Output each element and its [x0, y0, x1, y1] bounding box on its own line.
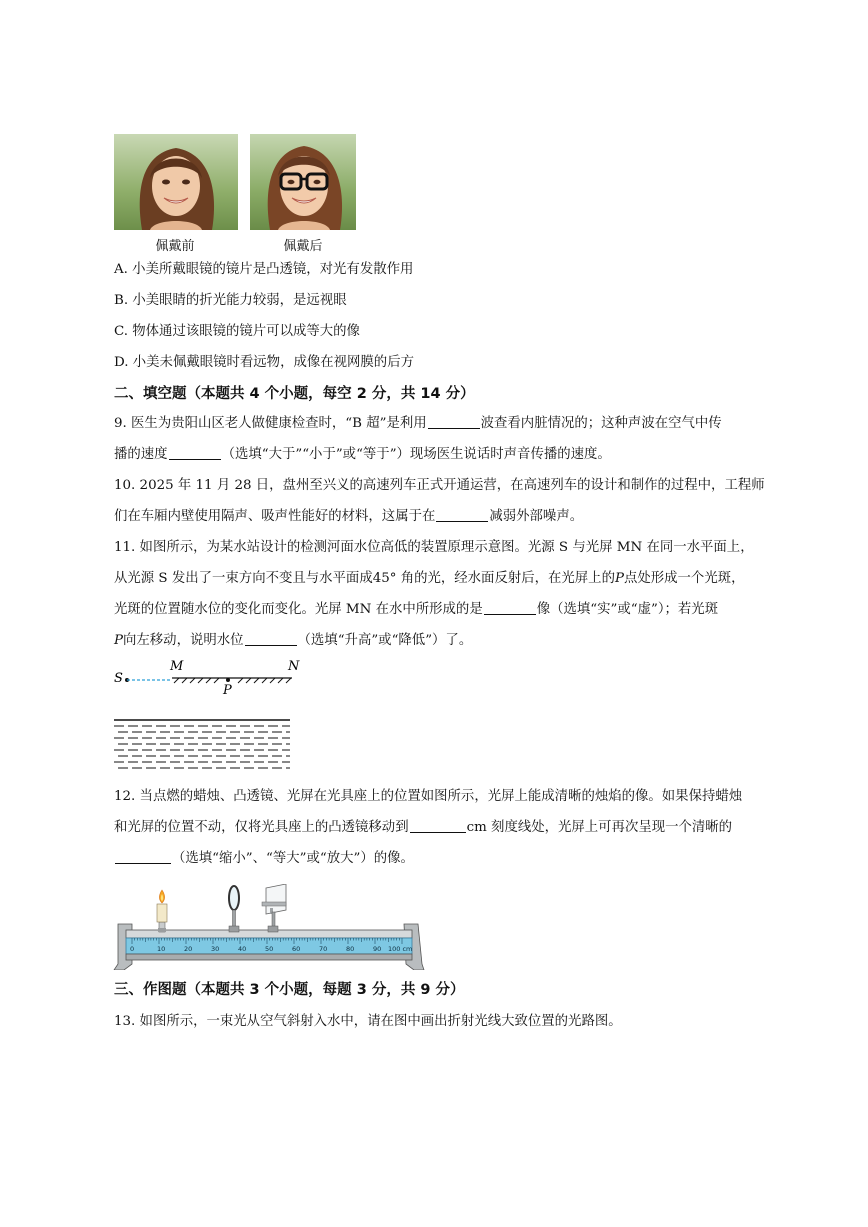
q9-text-2b: （选填“大于”“小于”或“等于”）现场医生说话时声音传播的速度。 — [221, 447, 611, 462]
q10-blank — [436, 507, 488, 522]
scale-tick-label: 100 cm — [388, 945, 413, 953]
photo-before-glasses — [114, 134, 238, 230]
label-m: M — [170, 659, 184, 674]
photo-after-glasses — [250, 134, 356, 230]
label-n: N — [288, 659, 300, 674]
caption-after: 佩戴后 — [283, 239, 323, 254]
light-screen — [262, 884, 286, 932]
scale-tick-label: 50 — [265, 945, 274, 953]
water-level-diagram — [112, 656, 312, 776]
q11-line-4 — [114, 631, 754, 651]
q10-text-2a: 们在车厢内壁使用隔声、吸声性能好的材料，这属于在 — [114, 509, 436, 524]
q9-text-1b: 波查看内脏情况的；这种声波在空气中传 — [480, 416, 722, 431]
q12-text-3b: （选填“缩小”、“等大”或“放大”）的像。 — [172, 851, 414, 866]
section-3-heading: 三、作图题（本题共 3 个小题，每题 3 分，共 9 分） — [114, 982, 465, 998]
option-c: C. 物体通过该眼镜的镜片可以成等大的像 — [114, 324, 360, 339]
q12-line-3 — [114, 849, 754, 869]
convex-lens — [229, 886, 239, 932]
screen-hatching — [174, 678, 291, 683]
scale-tick-label: 30 — [211, 945, 220, 953]
option-d: D. 小美未佩戴眼镜时看远物，成像在视网膜的后方 — [114, 355, 414, 370]
q9-blank-2 — [169, 445, 221, 460]
label-p: P — [223, 683, 232, 698]
q10-line-2 — [114, 507, 754, 527]
q11-line-3 — [114, 600, 754, 620]
optical-bench-diagram — [112, 884, 428, 970]
q11-line-1: 11. 如图所示，为某水站设计的检测河面水位高低的装置原理示意图。光源 S 与光屏 MN 在同一水平面上， — [114, 540, 754, 555]
q12-text-2a: 和光屏的位置不动，仅将光具座上的凸透镜移动到 — [114, 820, 409, 835]
q13-line: 13. 如图所示，一束光从空气斜射入水中，请在图中画出折射光线大致位置的光路图。 — [114, 1014, 622, 1029]
scale-tick-label: 10 — [157, 945, 166, 953]
q11-text-4b: （选填“升高”或“降低”）了。 — [297, 633, 473, 648]
q9-text-2a: 播的速度 — [114, 447, 168, 462]
q11-text-4a: 向左移动，说明水位 — [123, 633, 244, 648]
caption-before: 佩戴前 — [155, 239, 195, 254]
q11-blank-1 — [484, 600, 536, 615]
q10-text-2b: 减弱外部噪声。 — [489, 509, 584, 524]
scale-tick-label: 70 — [319, 945, 328, 953]
q9-blank-1 — [428, 414, 480, 429]
scale-tick-label: 0 — [130, 945, 135, 953]
scale-tick-label: 60 — [292, 945, 301, 953]
q11-point-p-2: P — [114, 633, 124, 648]
label-s: S — [114, 671, 123, 686]
q11-text-2: 从光源 S 发出了一束方向不变且与水平面成45° 角的光，经水面反射后，在光屏上的 — [114, 571, 615, 586]
q11-point-p: P — [614, 571, 624, 586]
option-a: A. 小美所戴眼镜的镜片是凸透镜，对光有发散作用 — [114, 262, 414, 277]
glasses-figure — [114, 134, 359, 252]
bench-base — [126, 954, 412, 960]
q12-text-2b: cm 刻度线处，光屏上可再次呈现一个清晰的 — [466, 820, 733, 835]
scale-tick-label: 20 — [184, 945, 193, 953]
q9-line-1 — [114, 414, 754, 434]
candle — [157, 890, 167, 932]
q11-text-3a: 光斑的位置随水位的变化而变化。光屏 MN 在水中所形成的是 — [114, 602, 483, 617]
q9-line-2 — [114, 445, 754, 465]
spot-p — [226, 678, 230, 682]
section-2-heading: 二、填空题（本题共 4 个小题，每空 2 分，共 14 分） — [114, 386, 475, 402]
q10-line-1: 10. 2025 年 11 月 28 日，盘州至兴义的高速列车正式开通运营，在高速列车的设计和制作的过程中，工程师 — [114, 478, 765, 493]
q11-text-2b: 点处形成一个光斑， — [623, 571, 745, 586]
q12-blank-1 — [410, 818, 466, 833]
scale-tick-label: 80 — [346, 945, 355, 953]
q9-text-1a: 9. 医生为贵阳山区老人做健康检查时，“B 超”是利用 — [114, 416, 427, 431]
q11-line-2 — [114, 569, 754, 589]
scale-tick-label: 90 — [373, 945, 382, 953]
q12-line-2 — [114, 818, 754, 838]
q11-blank-2 — [245, 631, 297, 646]
q12-blank-2 — [115, 849, 171, 864]
q12-line-1: 12. 当点燃的蜡烛、凸透镜、光屏在光具座上的位置如图所示，光屏上能成清晰的烛焰的像。如果保持蜡烛 — [114, 789, 743, 804]
option-b: B. 小美眼睛的折光能力较弱，是远视眼 — [114, 293, 347, 308]
water-hatching — [114, 726, 290, 768]
q11-text-3b: 像（选填“实”或“虚”）；若光斑 — [536, 602, 719, 617]
scale-tick-label: 40 — [238, 945, 247, 953]
